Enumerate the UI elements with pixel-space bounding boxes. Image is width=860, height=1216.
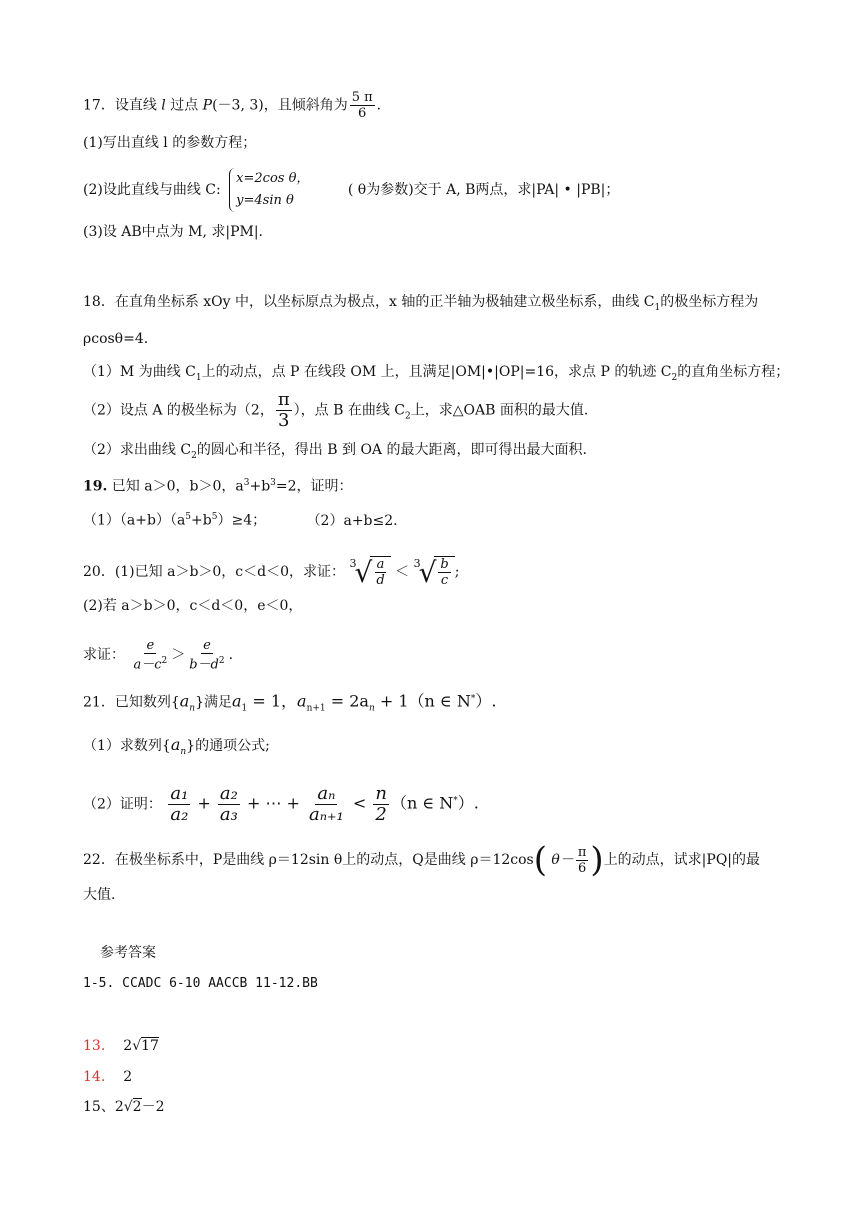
q20-part2: (2)若 a＞b＞0，c＜d＜0，e＜0， [83, 598, 303, 614]
q17-part1: (1)写出直线 l 的参数方程； [83, 135, 257, 151]
q17-stem: 17．设直线 l 过点 P(－3, 3)，且倾斜角为 $\frac{5 \pi}{6}$ . [83, 90, 382, 121]
q18-part3: （2）求出曲线 $C_2$的圆心和半径，得出 B 到 OA 的最大距离，即可得出最大面积. [83, 442, 587, 461]
angle-fraction: $\frac{5 \pi}{6}$ [351, 90, 373, 121]
q18-line2: ρcosθ=4. [83, 331, 149, 347]
q19-stem: 19. 已知 a＞0，b＞0，$a^3+b^3=2$，证明： [83, 478, 353, 495]
q19-parts: $(1)(a+b)(a^5+b^5)\ge 4$； （2）a+b≤2. [83, 512, 398, 529]
cube-root-b-over-c: 3 √ $\frac{b}{c}$ [414, 556, 455, 588]
q18-part1: （1）M 为曲线 $C_1$上的动点，点 P 在线段 OM 上，且满足|OM|•|OP|=16，求点 P 的轨迹 $C_2$的直角坐标方程； [83, 364, 790, 383]
q21-part2: （2）证明： $\frac{\text{a₁}}{\text{a₂}}$ + $\frac{\text{a₂}}{\text{a₃}}$ + ⋯ + $\frac{\text{aₙ}}{\text{aₙ₊₁}}$ < $\frac{n}{2}$ （n ∈ N*）. [83, 783, 479, 825]
q17-part3: (3)设 AB中点为 M, 求|PM|. [83, 224, 264, 240]
answer-13: 13. 2√17 [83, 1038, 159, 1054]
q18-line1: 18．在直角坐标系 xOy 中，以坐标原点为极点，x 轴的正半轴为极轴建立极坐标系，曲线 $C_1$的极坐标方程为 [83, 294, 759, 313]
answers-row1: 1-5. CCADC 6-10 AACCB 11-12.BB [83, 976, 318, 991]
pi-over-3: $\frac{\pi}{3}$ [277, 389, 290, 431]
q21-part1: （1）求数列$\{a_n\}$的通项公式; [83, 735, 270, 757]
fraction-e-over-ac: $\frac{e}{a-c^2}$ [133, 638, 168, 673]
cube-root-a-over-d: 3 √ $\frac{a}{d}$ [349, 556, 390, 588]
answer-15: 15、2√2－2 [83, 1099, 165, 1115]
q21-stem: 21．已知数列$\{a_n\}$满足$a_1 = 1$，$a_{n+1} = 2a_n + 1(n$ ∈ N*）. [83, 691, 497, 714]
answers-title: 参考答案 [100, 945, 156, 961]
answer-14: 14. 2 [83, 1069, 133, 1085]
fraction-e-over-bd: $\frac{e}{b-d^2}$ [189, 638, 225, 673]
q18-part2: （2）设点 A 的极坐标为（2， $\frac{\pi}{3}$ ），点 B 在曲线 $C_2$上，求△OAB 面积的最大值. [83, 389, 589, 431]
q17-part2: (2)设此直线与曲线 C: x=2cos θ， y=4sin θ ( θ为参数)交于 A, B两点，求|PA| • |PB|； [83, 168, 619, 212]
q20-part1: 20．(1)已知 a＞b＞0，c＜d＜0，求证： 3 √ $\frac{a}{d}$ ＜ 3 √ $\frac{b}{c}$ ; [83, 556, 460, 589]
q20-part3: 求证： $\frac{e}{a-c^2}$ ＞ $\frac{e}{b-d^2}$ . [83, 638, 234, 673]
q22-line2: 大值. [83, 887, 116, 903]
parametric-system: x=2cos θ， y=4sin θ [229, 168, 309, 212]
q22-line1: 22．在极坐标系中，P是曲线 ρ＝12sin θ上的动点，Q是曲线 ρ＝12cos( θ－ $\frac{\pi}{6}$ )上的动点，试求|PQ|的最 [83, 840, 761, 880]
